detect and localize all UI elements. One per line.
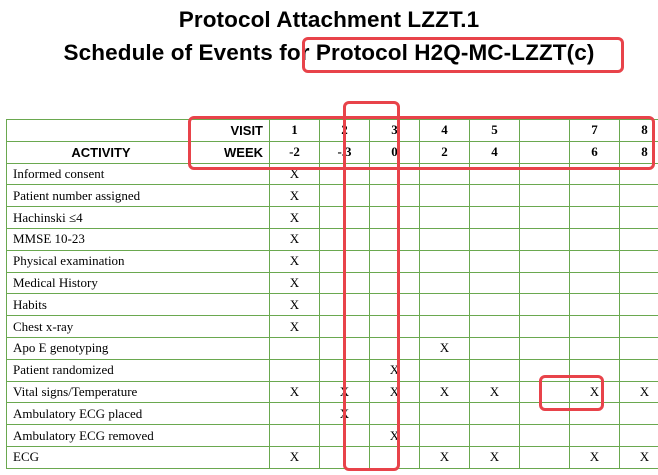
- schedule-mark: [320, 425, 370, 447]
- table-row: [7, 359, 658, 381]
- schedule-mark: [320, 185, 370, 207]
- schedule-mark: [420, 359, 470, 381]
- schedule-mark: X: [270, 228, 320, 250]
- activity-name: Informed consent: [7, 163, 270, 185]
- schedule-mark: X: [270, 250, 320, 272]
- schedule-mark: [570, 359, 620, 381]
- schedule-mark: X: [370, 425, 420, 447]
- schedule-mark: [320, 359, 370, 381]
- schedule-mark: [470, 207, 520, 229]
- schedule-mark: X: [620, 381, 658, 403]
- activity-name: Habits: [7, 294, 270, 316]
- activity-name: Hachinski ≤4: [7, 207, 270, 229]
- table-row: [7, 250, 658, 272]
- visit-number: 7: [570, 120, 620, 142]
- schedule-mark: [470, 185, 520, 207]
- schedule-mark: [420, 163, 470, 185]
- schedule-mark: X: [320, 381, 370, 403]
- schedule-mark: [620, 163, 658, 185]
- schedule-mark: [620, 425, 658, 447]
- activity-name: Patient randomized: [7, 359, 270, 381]
- schedule-mark: X: [470, 446, 520, 468]
- schedule-mark: X: [270, 185, 320, 207]
- schedule-mark: [520, 185, 570, 207]
- schedule-mark: [570, 250, 620, 272]
- schedule-mark: [620, 272, 658, 294]
- activity-name: Chest x-ray: [7, 316, 270, 338]
- schedule-mark: [320, 207, 370, 229]
- schedule-mark: [270, 425, 320, 447]
- schedule-mark: [620, 207, 658, 229]
- schedule-mark: [370, 185, 420, 207]
- schedule-mark: [320, 272, 370, 294]
- schedule-mark: X: [270, 207, 320, 229]
- schedule-mark: [520, 425, 570, 447]
- activity-name: Medical History: [7, 272, 270, 294]
- activity-name: Vital signs/Temperature: [7, 381, 270, 403]
- schedule-mark: [270, 403, 320, 425]
- visit-number: 3: [370, 120, 420, 142]
- activity-column-header: ACTIVITY: [7, 141, 191, 163]
- table-row: [7, 381, 658, 403]
- visit-number: 4: [420, 120, 470, 142]
- schedule-mark: [620, 403, 658, 425]
- week-number: 0: [370, 141, 420, 163]
- schedule-mark: X: [470, 381, 520, 403]
- schedule-mark: [420, 250, 470, 272]
- schedule-mark: [520, 359, 570, 381]
- schedule-mark: X: [270, 381, 320, 403]
- schedule-mark: [370, 337, 420, 359]
- schedule-mark: [470, 294, 520, 316]
- schedule-mark: [570, 337, 620, 359]
- schedule-mark: [470, 425, 520, 447]
- table-row: [7, 207, 658, 229]
- schedule-mark: X: [420, 381, 470, 403]
- table-row: [7, 294, 658, 316]
- schedule-mark: [570, 425, 620, 447]
- schedule-mark: [470, 359, 520, 381]
- schedule-mark: [520, 446, 570, 468]
- schedule-mark: [320, 446, 370, 468]
- week-number: 4: [470, 141, 520, 163]
- schedule-mark: [470, 403, 520, 425]
- header-blank-cell: [7, 120, 191, 142]
- schedule-mark: [370, 294, 420, 316]
- table-row: [7, 185, 658, 207]
- schedule-of-events-table: [6, 119, 658, 469]
- week-header-row: [7, 141, 658, 163]
- schedule-mark: [320, 163, 370, 185]
- protocol-id: Protocol H2Q-MC-LZZT(c): [315, 40, 595, 65]
- week-number: -.3: [320, 141, 370, 163]
- table-row: [7, 403, 658, 425]
- schedule-mark: [620, 185, 658, 207]
- schedule-mark: X: [270, 446, 320, 468]
- schedule-mark: [420, 294, 470, 316]
- activity-name: Apo E genotyping: [7, 337, 270, 359]
- schedule-mark: [370, 207, 420, 229]
- visit-number: 2: [320, 120, 370, 142]
- activity-name: Physical examination: [7, 250, 270, 272]
- schedule-mark: [570, 185, 620, 207]
- visit-number: [520, 120, 570, 142]
- schedule-mark: [620, 337, 658, 359]
- week-label: WEEK: [191, 141, 270, 163]
- schedule-mark: X: [620, 446, 658, 468]
- schedule-mark: [420, 403, 470, 425]
- schedule-mark: [620, 228, 658, 250]
- schedule-mark: [320, 228, 370, 250]
- schedule-mark: [570, 316, 620, 338]
- visit-number: 1: [270, 120, 320, 142]
- schedule-mark: [420, 185, 470, 207]
- schedule-mark: [620, 316, 658, 338]
- table-row: [7, 425, 658, 447]
- schedule-mark: [370, 272, 420, 294]
- schedule-mark: X: [270, 316, 320, 338]
- table-row: [7, 163, 658, 185]
- visit-label: VISIT: [191, 120, 270, 142]
- schedule-mark: [420, 207, 470, 229]
- activity-name: Ambulatory ECG removed: [7, 425, 270, 447]
- schedule-mark: [570, 163, 620, 185]
- activity-name: Ambulatory ECG placed: [7, 403, 270, 425]
- schedule-mark: [570, 272, 620, 294]
- week-number: 2: [420, 141, 470, 163]
- schedule-mark: [370, 250, 420, 272]
- schedule-mark: X: [270, 294, 320, 316]
- schedule-mark: [520, 337, 570, 359]
- schedule-mark: [470, 337, 520, 359]
- schedule-mark: [270, 359, 320, 381]
- visit-number: 8: [620, 120, 658, 142]
- schedule-mark: [570, 207, 620, 229]
- schedule-mark: X: [420, 446, 470, 468]
- schedule-mark: [420, 425, 470, 447]
- schedule-mark: [470, 272, 520, 294]
- schedule-mark: X: [420, 337, 470, 359]
- schedule-mark: X: [270, 272, 320, 294]
- schedule-mark: [370, 228, 420, 250]
- table-row: [7, 337, 658, 359]
- schedule-mark: [320, 337, 370, 359]
- schedule-mark: [370, 403, 420, 425]
- schedule-mark: [470, 163, 520, 185]
- schedule-mark: X: [570, 381, 620, 403]
- schedule-mark: [520, 381, 570, 403]
- schedule-mark: [470, 250, 520, 272]
- schedule-mark: [520, 228, 570, 250]
- schedule-mark: [320, 294, 370, 316]
- schedule-mark: [520, 250, 570, 272]
- schedule-mark: [570, 228, 620, 250]
- schedule-mark: [520, 403, 570, 425]
- schedule-mark: [620, 294, 658, 316]
- schedule-mark: [470, 228, 520, 250]
- visit-number: 5: [470, 120, 520, 142]
- schedule-mark: [370, 163, 420, 185]
- schedule-mark: [520, 316, 570, 338]
- schedule-mark: X: [570, 446, 620, 468]
- schedule-mark: [420, 316, 470, 338]
- schedule-mark: [570, 294, 620, 316]
- schedule-mark: X: [270, 163, 320, 185]
- subtitle-prefix: Schedule of Events for: [63, 40, 310, 65]
- table-row: [7, 316, 658, 338]
- week-number: [520, 141, 570, 163]
- schedule-mark: [420, 272, 470, 294]
- schedule-mark: [570, 403, 620, 425]
- schedule-mark: [270, 337, 320, 359]
- schedule-mark: [620, 250, 658, 272]
- week-number: -2: [270, 141, 320, 163]
- page-title: Protocol Attachment LZZT.1: [178, 7, 480, 32]
- schedule-mark: [320, 250, 370, 272]
- table-row: [7, 228, 658, 250]
- schedule-mark: X: [370, 381, 420, 403]
- schedule-mark: X: [370, 359, 420, 381]
- schedule-mark: [520, 163, 570, 185]
- schedule-mark: X: [320, 403, 370, 425]
- week-number: 8: [620, 141, 658, 163]
- schedule-mark: [620, 359, 658, 381]
- activity-name: ECG: [7, 446, 270, 468]
- week-number: 6: [570, 141, 620, 163]
- schedule-mark: [420, 228, 470, 250]
- visit-header-row: [7, 120, 658, 142]
- table-row: [7, 272, 658, 294]
- table-row: [7, 446, 658, 468]
- schedule-mark: [370, 446, 420, 468]
- schedule-mark: [470, 316, 520, 338]
- schedule-mark: [520, 272, 570, 294]
- schedule-mark: [520, 294, 570, 316]
- schedule-mark: [370, 316, 420, 338]
- activity-name: MMSE 10-23: [7, 228, 270, 250]
- page-subtitle: [0, 40, 658, 66]
- schedule-mark: [520, 207, 570, 229]
- activity-name: Patient number assigned: [7, 185, 270, 207]
- schedule-mark: [320, 316, 370, 338]
